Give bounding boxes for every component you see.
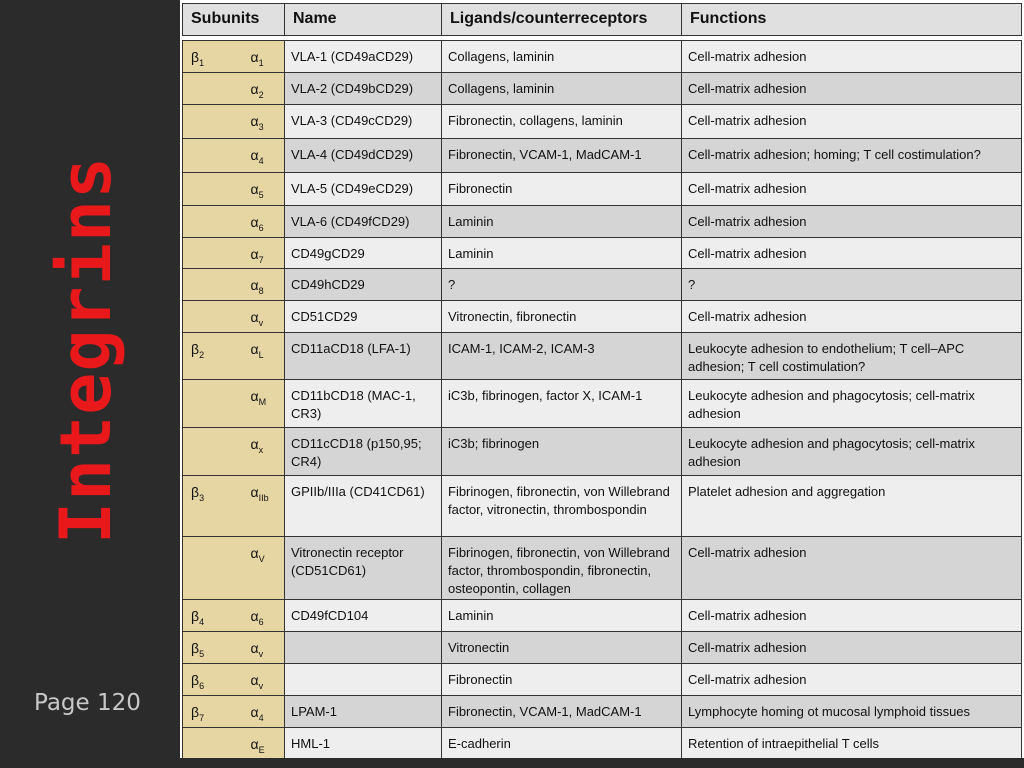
beta-subunit bbox=[183, 269, 245, 301]
ligands-cell: Laminin bbox=[442, 237, 682, 269]
table-row bbox=[183, 631, 1022, 663]
alpha-subunit: $\alpha_7$ bbox=[245, 237, 285, 269]
beta-subunit: $\beta_1$ bbox=[183, 41, 245, 73]
ligands-cell: Fibronectin, collagens, laminin bbox=[442, 104, 682, 138]
table-body bbox=[182, 40, 1022, 759]
alpha-subunit: $\alpha_{IIb}$ bbox=[245, 476, 285, 537]
beta-subunit: $\beta_7$ bbox=[183, 695, 245, 727]
beta-subunit: $\beta_5$ bbox=[183, 631, 245, 663]
table-row bbox=[183, 138, 1022, 172]
alpha-subunit: $\alpha_v$ bbox=[245, 663, 285, 695]
alpha-subunit: $\alpha_L$ bbox=[245, 333, 285, 380]
ligands-cell: iC3b, fibrinogen, factor X, ICAM-1 bbox=[442, 380, 682, 428]
ligands-cell: Laminin bbox=[442, 600, 682, 632]
ligands-cell: Vitronectin bbox=[442, 631, 682, 663]
functions-cell: Cell-matrix adhesion bbox=[682, 663, 1022, 695]
name-cell: VLA-3 (CD49cCD29) bbox=[285, 104, 442, 138]
beta-subunit: $\beta_2$ bbox=[183, 333, 245, 380]
beta-subunit bbox=[183, 138, 245, 172]
ligands-cell: iC3b; fibrinogen bbox=[442, 428, 682, 476]
beta-subunit bbox=[183, 72, 245, 104]
name-cell: CD11cCD18 (p150,95; CR4) bbox=[285, 428, 442, 476]
table-row bbox=[183, 600, 1022, 632]
table-row bbox=[183, 104, 1022, 138]
beta-subunit: $\beta_4$ bbox=[183, 600, 245, 632]
functions-cell: Lymphocyte homing ot mucosal lymphoid tissues bbox=[682, 695, 1022, 727]
functions-cell: Cell-matrix adhesion bbox=[682, 631, 1022, 663]
header-subunits: Subunits bbox=[183, 4, 285, 35]
alpha-subunit: $\alpha_V$ bbox=[245, 537, 285, 600]
functions-cell: Cell-matrix adhesion bbox=[682, 41, 1022, 73]
header-functions: Functions bbox=[690, 10, 767, 27]
functions-cell: Cell-matrix adhesion; homing; T cell costimulation? bbox=[682, 138, 1022, 172]
beta-subunit: $\beta_3$ bbox=[183, 476, 245, 537]
name-cell: CD49fCD104 bbox=[285, 600, 442, 632]
name-cell: CD11bCD18 (MAC-1, CR3) bbox=[285, 380, 442, 428]
name-cell: Vitronectin receptor (CD51CD61) bbox=[285, 537, 442, 600]
ligands-cell: Vitronectin, fibronectin bbox=[442, 301, 682, 333]
name-cell bbox=[285, 631, 442, 663]
functions-cell: Cell-matrix adhesion bbox=[682, 104, 1022, 138]
functions-cell: Cell-matrix adhesion bbox=[682, 72, 1022, 104]
name-cell: VLA-5 (CD49eCD29) bbox=[285, 172, 442, 205]
name-cell: LPAM-1 bbox=[285, 695, 442, 727]
ligands-cell: ICAM-1, ICAM-2, ICAM-3 bbox=[442, 333, 682, 380]
functions-cell: Leukocyte adhesion and phagocytosis; cell-matrix adhesion bbox=[682, 380, 1022, 428]
alpha-subunit: $\alpha_3$ bbox=[245, 104, 285, 138]
functions-cell: Cell-matrix adhesion bbox=[682, 237, 1022, 269]
beta-subunit bbox=[183, 537, 245, 600]
name-cell: VLA-2 (CD49bCD29) bbox=[285, 72, 442, 104]
ligands-cell: Fibronectin, VCAM-1, MadCAM-1 bbox=[442, 138, 682, 172]
functions-cell: Leukocyte adhesion to endothelium; T cell–APC adhesion; T cell costimulation? bbox=[682, 333, 1022, 380]
page-number: Page 120 bbox=[34, 690, 141, 716]
ligands-cell: Laminin bbox=[442, 205, 682, 237]
bottom-strip bbox=[180, 758, 1024, 768]
alpha-subunit: $\alpha_4$ bbox=[245, 138, 285, 172]
name-cell: CD49gCD29 bbox=[285, 237, 442, 269]
alpha-subunit: $\alpha_4$ bbox=[245, 695, 285, 727]
beta-subunit bbox=[183, 727, 245, 759]
name-cell: CD49hCD29 bbox=[285, 269, 442, 301]
table-row bbox=[183, 301, 1022, 333]
alpha-subunit: $\alpha_M$ bbox=[245, 380, 285, 428]
functions-cell: Platelet adhesion and aggregation bbox=[682, 476, 1022, 537]
beta-subunit bbox=[183, 104, 245, 138]
name-cell: VLA-6 (CD49fCD29) bbox=[285, 205, 442, 237]
beta-subunit bbox=[183, 172, 245, 205]
beta-subunit bbox=[183, 205, 245, 237]
table-row bbox=[183, 380, 1022, 428]
alpha-subunit: $\alpha_x$ bbox=[245, 428, 285, 476]
beta-subunit bbox=[183, 380, 245, 428]
ligands-cell: ? bbox=[442, 269, 682, 301]
functions-cell: Cell-matrix adhesion bbox=[682, 172, 1022, 205]
ligands-cell: Collagens, laminin bbox=[442, 41, 682, 73]
name-cell: GPIIb/IIIa (CD41CD61) bbox=[285, 476, 442, 537]
integrins-table bbox=[180, 0, 1024, 758]
name-cell: HML-1 bbox=[285, 727, 442, 759]
slide-title: Integrins bbox=[45, 155, 127, 545]
ligands-cell: Fibronectin, VCAM-1, MadCAM-1 bbox=[442, 695, 682, 727]
table-row bbox=[183, 41, 1022, 73]
beta-subunit bbox=[183, 301, 245, 333]
table-row bbox=[183, 237, 1022, 269]
beta-subunit bbox=[183, 428, 245, 476]
beta-subunit: $\beta_6$ bbox=[183, 663, 245, 695]
name-cell: VLA-1 (CD49aCD29) bbox=[285, 41, 442, 73]
alpha-subunit: $\alpha_2$ bbox=[245, 72, 285, 104]
ligands-cell: Fibrinogen, fibronectin, von Willebrand factor, thrombospondin, fibronectin, osteopontin, collagen bbox=[442, 537, 682, 600]
alpha-subunit: $\alpha_6$ bbox=[245, 205, 285, 237]
name-cell: VLA-4 (CD49dCD29) bbox=[285, 138, 442, 172]
table-row bbox=[183, 428, 1022, 476]
table-row bbox=[183, 663, 1022, 695]
table-header bbox=[182, 3, 1022, 36]
name-cell bbox=[285, 663, 442, 695]
header-ligands: Ligands/counterreceptors bbox=[442, 4, 682, 35]
name-cell: CD51CD29 bbox=[285, 301, 442, 333]
ligands-cell: Collagens, laminin bbox=[442, 72, 682, 104]
alpha-subunit: $\alpha_6$ bbox=[245, 600, 285, 632]
functions-cell: Cell-matrix adhesion bbox=[682, 301, 1022, 333]
ligands-cell: Fibronectin bbox=[442, 172, 682, 205]
beta-subunit bbox=[183, 237, 245, 269]
ligands-cell: E-cadherin bbox=[442, 727, 682, 759]
functions-cell: Cell-matrix adhesion bbox=[682, 537, 1022, 600]
alpha-subunit: $\alpha_E$ bbox=[245, 727, 285, 759]
table-row bbox=[183, 537, 1022, 600]
table-row bbox=[183, 476, 1022, 537]
table-row bbox=[183, 695, 1022, 727]
table-row bbox=[183, 727, 1022, 759]
functions-cell: Leukocyte adhesion and phagocytosis; cell-matrix adhesion bbox=[682, 428, 1022, 476]
table-row bbox=[183, 205, 1022, 237]
table-row bbox=[183, 72, 1022, 104]
header-name: Name bbox=[285, 4, 442, 35]
alpha-subunit: $\alpha_v$ bbox=[245, 631, 285, 663]
table-row bbox=[183, 269, 1022, 301]
functions-cell: Retention of intraepithelial T cells bbox=[682, 727, 1022, 759]
table-row bbox=[183, 172, 1022, 205]
functions-cell: ? bbox=[682, 269, 1022, 301]
alpha-subunit: $\alpha_1$ bbox=[245, 41, 285, 73]
ligands-cell: Fibrinogen, fibronectin, von Willebrand factor, vitronectin, thrombospondin bbox=[442, 476, 682, 537]
functions-cell: Cell-matrix adhesion bbox=[682, 600, 1022, 632]
functions-cell: Cell-matrix adhesion bbox=[682, 205, 1022, 237]
alpha-subunit: $\alpha_5$ bbox=[245, 172, 285, 205]
name-cell: CD11aCD18 (LFA-1) bbox=[285, 333, 442, 380]
alpha-subunit: $\alpha_8$ bbox=[245, 269, 285, 301]
alpha-subunit: $\alpha_v$ bbox=[245, 301, 285, 333]
ligands-cell: Fibronectin bbox=[442, 663, 682, 695]
table-row bbox=[183, 333, 1022, 380]
